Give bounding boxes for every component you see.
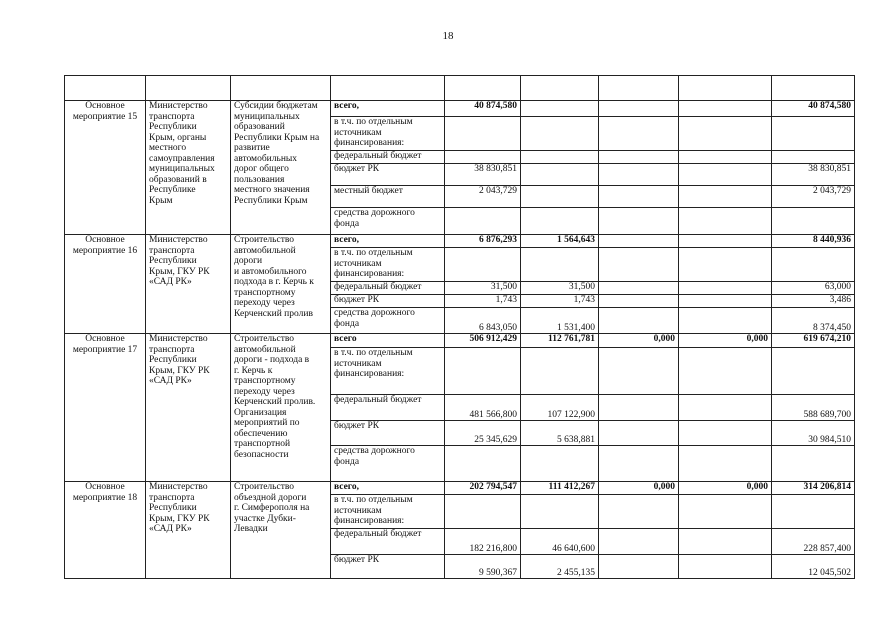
- total-value: 619 674,210: [772, 334, 855, 348]
- year-value: [521, 186, 599, 208]
- year-value: [679, 117, 772, 151]
- year-value: 506 912,429: [445, 334, 521, 348]
- year-value: [599, 101, 679, 117]
- year-value: [679, 495, 772, 529]
- year-value: 1,743: [521, 295, 599, 308]
- year-value: [599, 395, 679, 421]
- funding-source: федеральный бюджет: [331, 395, 445, 421]
- year-value: [599, 186, 679, 208]
- total-value: [772, 248, 855, 282]
- year-value: 112 761,781: [521, 334, 599, 348]
- event-description: Строительство автомобильной дороги - подхода в г. Керчь к транспортному переходу через Керченский пролив. Организация мероприятий по обеспечению транспортной безопасности: [231, 334, 331, 482]
- responsible-org: Министерство транспорта Республики Крым, органы местного самоуправления муниципальных образований в Республике Крым: [146, 101, 231, 235]
- total-value: 38 830,851: [772, 164, 855, 186]
- year-value: 0,000: [599, 334, 679, 348]
- year-value: [445, 348, 521, 395]
- funding-source: в т.ч. по отдельным источникам финансирования:: [331, 248, 445, 282]
- funding-source: в т.ч. по отдельным источникам финансирования:: [331, 348, 445, 395]
- year-value: [599, 421, 679, 446]
- total-value: [772, 151, 855, 164]
- table-row: [65, 334, 855, 348]
- year-value: [521, 348, 599, 395]
- year-value: 2 455,135: [521, 555, 599, 579]
- year-value: [521, 164, 599, 186]
- event-name: Основное мероприятие 15: [65, 101, 146, 235]
- year-value: 0,000: [599, 482, 679, 495]
- funding-source: средства дорожного фонда: [331, 308, 445, 334]
- year-value: [599, 164, 679, 186]
- funding-source: бюджет РК: [331, 295, 445, 308]
- event-name: Основное мероприятие 18: [65, 482, 146, 579]
- year-value: [679, 208, 772, 235]
- total-value: 30 984,510: [772, 421, 855, 446]
- table-row: [65, 101, 855, 117]
- year-value: [679, 282, 772, 295]
- event-name: Основное мероприятие 16: [65, 235, 146, 334]
- year-value: [599, 295, 679, 308]
- total-value: 63,000: [772, 282, 855, 295]
- year-value: 46 640,600: [521, 529, 599, 555]
- total-value: 40 874,580: [772, 101, 855, 117]
- year-value: 6 876,293: [445, 235, 521, 248]
- total-value: 8 440,936: [772, 235, 855, 248]
- year-value: 38 830,851: [445, 164, 521, 186]
- year-value: 107 122,900: [521, 395, 599, 421]
- year-value: [599, 151, 679, 164]
- year-value: [599, 117, 679, 151]
- year-value: [521, 117, 599, 151]
- year-value: [445, 208, 521, 235]
- year-value: [679, 164, 772, 186]
- funding-source: всего,: [331, 482, 445, 495]
- total-value: 314 206,814: [772, 482, 855, 495]
- funding-source: федеральный бюджет: [331, 151, 445, 164]
- funding-source: всего: [331, 334, 445, 348]
- year-value: [521, 151, 599, 164]
- year-value: 31,500: [521, 282, 599, 295]
- year-value: [679, 248, 772, 282]
- year-value: [445, 495, 521, 529]
- total-value: [772, 117, 855, 151]
- funding-source: средства дорожного фонда: [331, 208, 445, 235]
- year-value: [679, 395, 772, 421]
- year-value: 111 412,267: [521, 482, 599, 495]
- event-description: Строительство объездной дороги г. Симферополя на участке Дубки- Левадки: [231, 482, 331, 579]
- year-value: [445, 248, 521, 282]
- funding-source: всего,: [331, 101, 445, 117]
- funding-source: местный бюджет: [331, 186, 445, 208]
- year-value: 9 590,367: [445, 555, 521, 579]
- funding-source: в т.ч. по отдельным источникам финансирования:: [331, 495, 445, 529]
- total-value: 588 689,700: [772, 395, 855, 421]
- year-value: 2 043,729: [445, 186, 521, 208]
- year-value: [679, 421, 772, 446]
- year-value: 31,500: [445, 282, 521, 295]
- funding-source: средства дорожного фонда: [331, 446, 445, 482]
- event-name: Основное мероприятие 17: [65, 334, 146, 482]
- year-value: 1 564,643: [521, 235, 599, 248]
- year-value: [679, 555, 772, 579]
- year-value: [679, 235, 772, 248]
- year-value: [445, 446, 521, 482]
- year-value: [599, 282, 679, 295]
- funding-source: федеральный бюджет: [331, 282, 445, 295]
- year-value: [599, 308, 679, 334]
- year-value: 25 345,629: [445, 421, 521, 446]
- year-value: [679, 529, 772, 555]
- year-value: [521, 208, 599, 235]
- funding-source: бюджет РК: [331, 164, 445, 186]
- year-value: [521, 495, 599, 529]
- year-value: [521, 248, 599, 282]
- year-value: 5 638,881: [521, 421, 599, 446]
- table-header-row: [65, 76, 855, 101]
- table-row: [65, 235, 855, 248]
- year-value: [521, 446, 599, 482]
- funding-source: федеральный бюджет: [331, 529, 445, 555]
- total-value: 228 857,400: [772, 529, 855, 555]
- year-value: [599, 348, 679, 395]
- year-value: 0,000: [679, 482, 772, 495]
- total-value: 3,486: [772, 295, 855, 308]
- year-value: [521, 101, 599, 117]
- funding-source: бюджет РК: [331, 555, 445, 579]
- year-value: [679, 101, 772, 117]
- year-value: [599, 208, 679, 235]
- year-value: 182 216,800: [445, 529, 521, 555]
- responsible-org: Министерство транспорта Республики Крым, ГКУ РК «САД РК»: [146, 482, 231, 579]
- year-value: [599, 555, 679, 579]
- total-value: [772, 446, 855, 482]
- funding-source: всего,: [331, 235, 445, 248]
- year-value: 1 531,400: [521, 308, 599, 334]
- total-value: 12 045,502: [772, 555, 855, 579]
- year-value: [599, 495, 679, 529]
- total-value: [772, 208, 855, 235]
- year-value: 0,000: [679, 334, 772, 348]
- year-value: [599, 235, 679, 248]
- year-value: 1,743: [445, 295, 521, 308]
- year-value: [599, 446, 679, 482]
- event-description: Субсидии бюджетам муниципальных образований Республики Крым на развитие автомобильных дорог общего пользования местного значения Республики Крым: [231, 101, 331, 235]
- total-value: [772, 495, 855, 529]
- budget-table: [64, 75, 855, 579]
- year-value: [445, 117, 521, 151]
- year-value: [679, 186, 772, 208]
- funding-source: бюджет РК: [331, 421, 445, 446]
- page-number: 18: [442, 30, 454, 42]
- year-value: [599, 529, 679, 555]
- year-value: 40 874,580: [445, 101, 521, 117]
- year-value: [679, 446, 772, 482]
- funding-source: в т.ч. по отдельным источникам финансирования:: [331, 117, 445, 151]
- responsible-org: Министерство транспорта Республики Крым, ГКУ РК «САД РК»: [146, 334, 231, 482]
- total-value: 8 374,450: [772, 308, 855, 334]
- year-value: 481 566,800: [445, 395, 521, 421]
- total-value: 2 043,729: [772, 186, 855, 208]
- year-value: [445, 151, 521, 164]
- year-value: [679, 295, 772, 308]
- event-description: Строительство автомобильной дороги и автомобильного подхода в г. Керчь к транспортному переходу через Керченский пролив: [231, 235, 331, 334]
- year-value: 6 843,050: [445, 308, 521, 334]
- table-row: [65, 482, 855, 495]
- year-value: [679, 348, 772, 395]
- year-value: [679, 308, 772, 334]
- year-value: [679, 151, 772, 164]
- total-value: [772, 348, 855, 395]
- responsible-org: Министерство транспорта Республики Крым, ГКУ РК «САД РК»: [146, 235, 231, 334]
- year-value: [599, 248, 679, 282]
- year-value: 202 794,547: [445, 482, 521, 495]
